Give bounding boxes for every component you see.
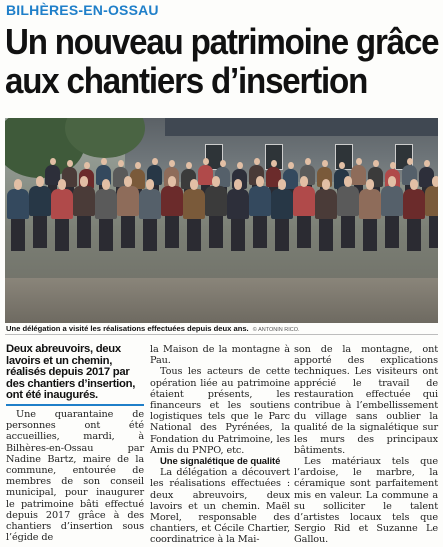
paragraph: Une quarantaine de personnes ont été accueillies, mardi, à Bilhères-en-Ossau par Nadine Bartz, maire de la commune, entourée de membres de son conseil municipal, pour inaugurer le patrimoine bâti effectué depuis 2017 grâce à des chantiers d’insertion sous l’égide de <box>6 409 144 544</box>
paragraph: la Maison de la montagne à Pau. <box>150 344 290 367</box>
paragraph: son de la montagne, ont apporté des explications techniques. Les visiteurs ont apprécié le travail de restauration effectuée qui contribue à l’embellissement du village sans oublier la qualité de la signalétique sur les murs des principaux bâtiments. <box>294 344 438 456</box>
standfirst-rule <box>6 404 144 406</box>
headline <box>5 21 439 101</box>
paragraph: Tous les acteurs de cette opération liée au patrimoine étaient présents, les financeurs et les soutiens logistiques tels que le Parc National des Pyrénées, la Fondation du Patrimoine, les Amis du PNPO, etc. <box>150 366 290 456</box>
headline-line-2: aux chantiers d’insertion <box>5 60 368 101</box>
photo-ground <box>5 278 438 323</box>
caption-rule <box>5 334 438 335</box>
group-photo <box>5 118 438 323</box>
column-3 <box>294 344 438 546</box>
column-1 <box>6 409 144 543</box>
paragraph: Les matériaux tels que l’ardoise, le marbre, la céramique sont parfaitement mis en valeur. La commune a su solliciter le talent d’artistes locaux tels que Sergio Rid et Suzanne Le Gallou. <box>294 456 438 546</box>
headline-line-1: Un nouveau patrimoine grâce <box>5 21 439 62</box>
subheading: Une signalétique de qualité <box>160 456 281 468</box>
photo-caption <box>6 324 439 333</box>
photo-credit: © ANTONIN RICO. <box>252 327 300 333</box>
section-kicker: BILHÈRES-EN-OSSAU <box>6 2 159 18</box>
caption-text: Une délégation a visité les réalisations effectuées depuis deux ans. <box>6 324 249 333</box>
standfirst: Deux abreuvoirs, deux lavoirs et un chemin, réalisés depuis 2017 par des chantiers d’insertion, ont été inaugurés. <box>6 343 136 402</box>
column-2 <box>150 344 290 546</box>
photo-roof <box>165 118 438 136</box>
paragraph: La délégation a découvert les réalisations effectuées : deux abreuvoirs, deux lavoirs et un chemin. Maël Morel, responsable des chantiers, et Cécile Chartier, coordinatrice à la Mai- <box>150 467 290 546</box>
